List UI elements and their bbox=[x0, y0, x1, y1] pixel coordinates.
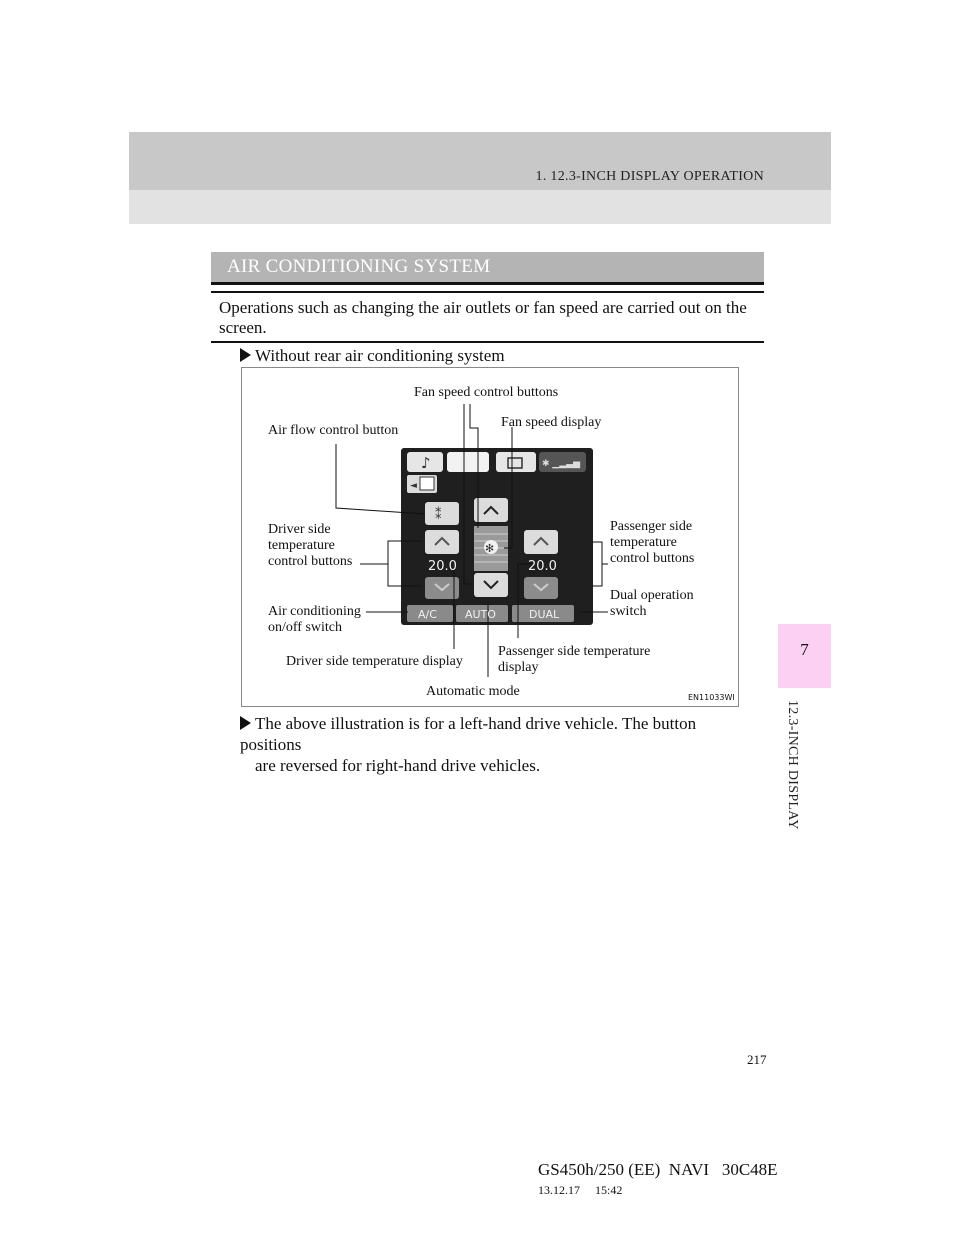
intro-text: Operations such as changing the air outlets or fan speed are carried out on the screen. bbox=[219, 298, 747, 337]
label-fan-speed-control-buttons: Fan speed control buttons bbox=[414, 385, 559, 400]
label-driver-temp-buttons-2: temperature bbox=[268, 538, 335, 553]
bullet-triangle-icon bbox=[240, 348, 251, 362]
chapter-side-label: 12.3-INCH DISPLAY bbox=[785, 700, 800, 830]
bullet-triangle-icon bbox=[240, 716, 251, 730]
air-flow-control-button bbox=[425, 502, 459, 525]
passenger-temp-down-button bbox=[524, 577, 558, 599]
dual-button-label: DUAL bbox=[529, 608, 560, 621]
label-driver-temp-buttons-3: control buttons bbox=[268, 554, 353, 569]
label-ac-switch-2: on/off switch bbox=[268, 620, 343, 635]
ac-illustration bbox=[241, 367, 739, 707]
bullet-lhd-note bbox=[240, 713, 760, 776]
figure-code: EN11033WI bbox=[688, 693, 735, 702]
header-subband bbox=[129, 190, 831, 224]
fan-speed-up-button bbox=[474, 498, 508, 522]
label-passenger-temp-display-2: display bbox=[498, 660, 539, 675]
ac-switch-label: A/C bbox=[418, 608, 437, 621]
driver-temp-display: 20.0 bbox=[428, 559, 457, 574]
label-ac-switch-1: Air conditioning bbox=[268, 604, 361, 619]
label-fan-speed-display: Fan speed display bbox=[501, 415, 602, 430]
passenger-temp-display: 20.0 bbox=[528, 559, 557, 574]
label-driver-temp-buttons-1: Driver side bbox=[268, 522, 331, 537]
svg-text:◄: ◄ bbox=[410, 481, 417, 491]
footer-model: GS450h/250 (EE) NAVI 30C48E bbox=[538, 1160, 778, 1179]
header-section-title: 1. 12.3-INCH DISPLAY OPERATION bbox=[535, 169, 764, 184]
svg-text:⁑: ⁑ bbox=[435, 508, 442, 523]
bullet-text-line2: are reversed for right-hand drive vehicles. bbox=[255, 756, 541, 775]
svg-text:✱ ▁▂▃▅: ✱ ▁▂▃▅ bbox=[542, 459, 581, 469]
climate-tab bbox=[447, 452, 489, 472]
label-passenger-temp-buttons-2: temperature bbox=[610, 535, 677, 550]
passenger-temp-up-button bbox=[524, 530, 558, 554]
footer-timestamp: 13.12.17 15:42 bbox=[538, 1183, 623, 1197]
svg-text:✻: ✻ bbox=[485, 542, 495, 555]
label-dual-switch-1: Dual operation bbox=[610, 588, 694, 603]
chapter-number: 7 bbox=[800, 640, 809, 659]
section-title: AIR CONDITIONING SYSTEM bbox=[227, 256, 491, 277]
label-passenger-temp-buttons-1: Passenger side bbox=[610, 519, 693, 534]
label-automatic-mode: Automatic mode bbox=[426, 684, 520, 699]
label-passenger-temp-buttons-3: control buttons bbox=[610, 551, 695, 566]
bullet-text-line1: The above illustration is for a left-hand drive vehicle. The button positions bbox=[240, 714, 697, 754]
label-air-flow-control-button: Air flow control button bbox=[268, 423, 399, 438]
bullet-text: Without rear air conditioning system bbox=[255, 346, 505, 365]
auto-button-label: AUTO bbox=[465, 608, 496, 621]
fan-speed-down-button bbox=[474, 573, 508, 597]
bullet-without-rear-ac bbox=[240, 345, 505, 366]
driver-temp-up-button bbox=[425, 530, 459, 554]
section-title-bar bbox=[211, 252, 764, 285]
label-passenger-temp-display-1: Passenger side temperature bbox=[498, 644, 651, 659]
page-number: 217 bbox=[747, 1052, 767, 1067]
intro-box bbox=[211, 291, 764, 343]
svg-text:♪: ♪ bbox=[421, 454, 431, 472]
info-tab bbox=[496, 452, 536, 472]
label-driver-temp-display: Driver side temperature display bbox=[286, 654, 463, 669]
label-dual-switch-2: switch bbox=[610, 604, 647, 619]
